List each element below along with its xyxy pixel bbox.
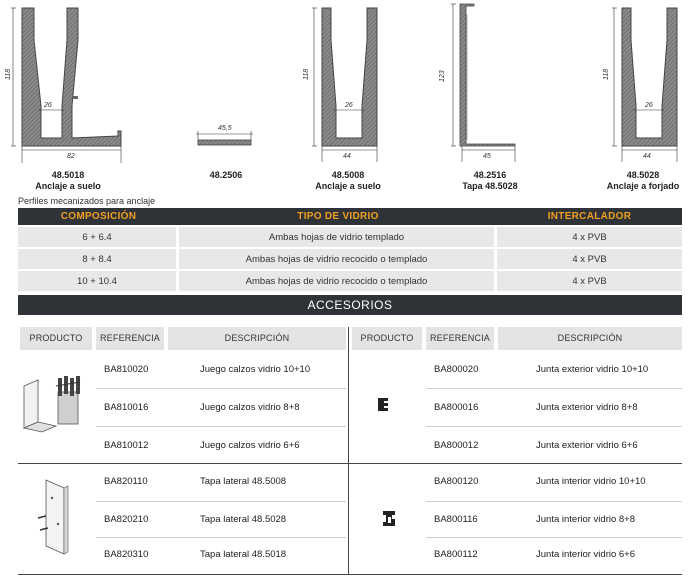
description-cell: Junta interior vidrio 6+6 <box>536 549 636 560</box>
header-referencia-left: REFERENCIA <box>96 327 164 350</box>
composition-cell: 10 + 10.4 <box>18 269 179 291</box>
profile-3-dim-height: 118 <box>303 68 310 80</box>
reference-cell: BA820210 <box>104 514 149 525</box>
accessories-center-divider <box>348 327 349 575</box>
profile-code: 48.5008 <box>331 170 365 180</box>
description-cell: Junta exterior vidrio 10+10 <box>536 364 649 375</box>
profile-name: Tapa 48.5028 <box>462 181 518 191</box>
table-row <box>18 225 682 247</box>
profile-caption-48-5018 <box>20 170 116 192</box>
side-cap-image <box>24 474 88 562</box>
glass-type-cell: Ambas hojas de vidrio templado <box>179 225 497 247</box>
description-cell: Tapa lateral 48.5018 <box>200 549 287 560</box>
row-divider <box>96 501 346 502</box>
composition-cell: 6 + 6.4 <box>18 225 179 247</box>
header-intercalador: INTERCALADOR <box>547 211 632 222</box>
accessories-title-bar: ACCESORIOS <box>18 295 682 315</box>
description-cell: Junta exterior vidrio 6+6 <box>536 440 638 451</box>
reference-cell: BA820310 <box>104 549 149 560</box>
profile-48-2506-drawing <box>196 131 253 145</box>
header-producto-right: PRODUCTO <box>352 327 422 350</box>
profile-name: Anclaje a suelo <box>315 181 381 191</box>
group-divider <box>18 463 682 464</box>
profile-code: 48.2516 <box>473 170 507 180</box>
interlayer-cell: 4 x PVB <box>497 269 682 291</box>
composition-table <box>18 208 682 291</box>
row-divider <box>96 537 346 538</box>
description-cell: Tapa lateral 48.5028 <box>200 514 287 525</box>
reference-cell: BA800116 <box>434 514 478 525</box>
profile-5-dim-inner: 26 <box>645 102 653 109</box>
profile-4-dim-width: 45 <box>483 153 491 160</box>
profile-48-5018-drawing <box>11 8 121 163</box>
mechanized-profiles-label: Perfiles mecanizados para anclaje <box>18 196 156 206</box>
profile-4-dim-height: 123 <box>439 70 446 82</box>
interior-gasket-image <box>380 508 400 530</box>
description-cell: Juego calzos vidrio 10+10 <box>200 364 311 375</box>
description-cell: Junta interior vidrio 10+10 <box>536 476 646 487</box>
table-row <box>18 247 682 269</box>
reference-cell: BA810016 <box>104 402 149 413</box>
profile-code: 48.2506 <box>209 170 243 180</box>
header-descripcion-left: DESCRIPCIÓN <box>168 327 346 350</box>
interlayer-cell: 4 x PVB <box>497 225 682 247</box>
glass-type-cell: Ambas hojas de vidrio recocido o templado <box>179 269 497 291</box>
description-cell: Juego calzos vidrio 8+8 <box>200 402 300 413</box>
profile-48-5028-drawing <box>612 8 677 162</box>
profile-caption-48-2506 <box>196 170 256 181</box>
profile-1-dim-width: 82 <box>67 153 75 160</box>
reference-cell: BA800012 <box>434 440 479 451</box>
exterior-gasket-image <box>374 396 394 414</box>
row-divider <box>96 426 346 427</box>
profile-48-2516-drawing <box>451 4 515 162</box>
description-cell: Juego calzos vidrio 6+6 <box>200 440 300 451</box>
header-composicion: COMPOSICIÓN <box>60 211 137 222</box>
profile-48-5008-drawing <box>312 8 377 162</box>
header-referencia-right: REFERENCIA <box>426 327 494 350</box>
reference-cell: BA800016 <box>434 402 479 413</box>
reference-cell: BA800120 <box>434 476 479 487</box>
reference-cell: BA800020 <box>434 364 479 375</box>
header-descripcion-right: DESCRIPCIÓN <box>498 327 682 350</box>
profile-diagrams <box>0 0 692 195</box>
row-divider <box>426 501 682 502</box>
profile-5-dim-height: 118 <box>603 68 610 80</box>
profile-2-dim-width: 45,5 <box>218 125 232 132</box>
profile-1-dim-height: 118 <box>5 68 12 80</box>
reference-cell: BA810012 <box>104 440 149 451</box>
interlayer-cell: 4 x PVB <box>497 247 682 269</box>
row-divider <box>426 426 682 427</box>
profile-name: Anclaje a forjado <box>606 181 680 191</box>
table-row <box>18 269 682 291</box>
profile-3-dim-width: 44 <box>343 153 351 160</box>
reference-cell: BA810020 <box>104 364 149 375</box>
row-divider <box>426 388 682 389</box>
profile-name: Anclaje a suelo <box>35 181 101 191</box>
table-bottom-border <box>18 574 682 575</box>
profile-3-dim-inner: 26 <box>345 102 353 109</box>
profile-drawings <box>0 0 692 195</box>
profile-caption-48-5028 <box>594 170 692 192</box>
glass-shims-image <box>20 372 92 442</box>
composition-cell: 8 + 8.4 <box>18 247 179 269</box>
profile-1-dim-inner: 26 <box>44 102 52 109</box>
reference-cell: BA820110 <box>104 476 148 487</box>
row-divider <box>96 388 346 389</box>
profile-5-dim-width: 44 <box>643 153 651 160</box>
description-cell: Junta interior vidrio 8+8 <box>536 514 636 525</box>
glass-type-cell: Ambas hojas de vidrio recocido o templado <box>179 247 497 269</box>
composition-header-row <box>18 208 682 225</box>
profile-caption-48-2516 <box>442 170 538 192</box>
description-cell: Tapa lateral 48.5008 <box>200 476 287 487</box>
description-cell: Junta exterior vidrio 8+8 <box>536 402 638 413</box>
profile-code: 48.5018 <box>51 170 85 180</box>
row-divider <box>426 537 682 538</box>
header-tipo-vidrio: TIPO DE VIDRIO <box>297 211 379 222</box>
profile-caption-48-5008 <box>300 170 396 192</box>
header-producto-left: PRODUCTO <box>20 327 92 350</box>
reference-cell: BA800112 <box>434 549 478 560</box>
profile-code: 48.5028 <box>626 170 660 180</box>
